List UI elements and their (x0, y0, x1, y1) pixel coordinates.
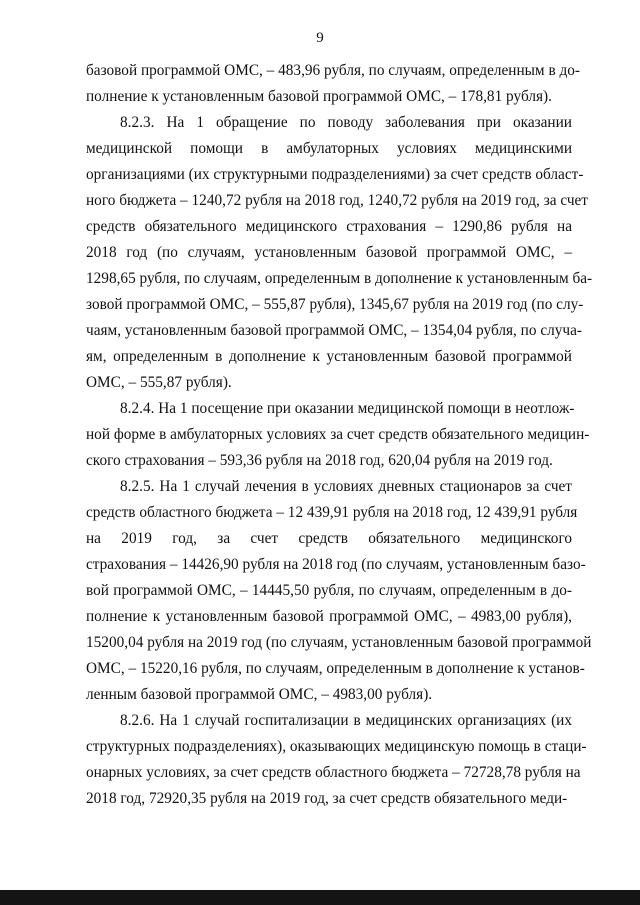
paragraph-8-2-3 (86, 110, 593, 396)
text-line: 8.2.4. На 1 посещение при оказании медицинской помощи в неотлож- (120, 400, 575, 417)
text-line: онарных условиях, за счет средств областного бюджета – 72728,78 рубля на (86, 764, 581, 781)
text-line: организациями (их структурными подразделениями) за счет средств област- (86, 166, 584, 183)
paragraph-8-2-4 (86, 396, 590, 474)
text-line: ной форме в амбулаторных условиях за счет средств обязательного медицин- (86, 426, 590, 443)
text-line: на 2019 год, за счет средств обязательного медицинского (86, 530, 572, 547)
text-line: 8.2.6. На 1 случай госпитализации в медицинских организациях (их (120, 712, 572, 729)
text-line: ского страхования – 593,36 рубля на 2018 год, 620,04 рубля на 2019 год. (86, 452, 553, 469)
page-number: 9 (316, 30, 324, 46)
text-line: 2018 год (по случаям, установленным базовой программой ОМС, – (86, 244, 572, 261)
text-line: ОМС, – 555,87 рубля). (86, 374, 232, 391)
document-body (86, 58, 593, 812)
text-line: ОМС, – 15220,16 рубля, по случаям, определенным в дополнение к установ- (86, 660, 585, 677)
text-line: ям, определенным в дополнение к установленным базовой программой (86, 348, 572, 365)
text-line: 15200,04 рубля на 2019 год (по случаям, установленным базовой программой (86, 634, 592, 651)
paragraph-8-2-6 (86, 708, 587, 812)
text-line: чаям, установленным базовой программой ОМС, – 1354,04 рубля, по случа- (86, 322, 582, 339)
text-line: полнение к установленным базовой программой ОМС, – 4983,00 рубля), (86, 608, 572, 625)
paragraph-8-2-5 (86, 474, 592, 708)
text-line: ленным базовой программой ОМС, – 4983,00 рубля). (86, 686, 433, 703)
text-line: 2018 год, 72920,35 рубля на 2019 год, за счет средств обязательного меди- (86, 790, 568, 807)
text-line: базовой программой ОМС, – 483,96 рубля, по случаям, определенным в до- (86, 62, 581, 79)
text-line: структурных подразделениях), оказывающих медицинскую помощь в стаци- (86, 738, 587, 755)
scan-bottom-edge (0, 890, 640, 905)
text-line: 1298,65 рубля, по случаям, определенным в дополнение к установленным ба- (86, 270, 593, 287)
text-line: вой программой ОМС, – 14445,50 рубля, по случаям, определенным в до- (86, 582, 572, 599)
text-line: страхования – 14426,90 рубля на 2018 год (по случаям, установленным базо- (86, 556, 586, 573)
text-line: средств обязательного медицинского страхования – 1290,86 рубля на (86, 218, 572, 235)
text-line: ного бюджета – 1240,72 рубля на 2018 год, 1240,72 рубля на 2019 год, за счет (86, 192, 588, 209)
text-line: зовой программой ОМС, – 555,87 рубля), 1345,67 рубля на 2019 год (по слу- (86, 296, 584, 313)
text-line: 8.2.3. На 1 обращение по поводу заболевания при оказании (120, 114, 572, 131)
text-line: полнение к установленным базовой программой ОМС, – 178,81 рубля). (86, 88, 552, 105)
text-line: средств областного бюджета – 12 439,91 рубля на 2018 год, 12 439,91 рубля (86, 504, 578, 521)
text-line: 8.2.5. На 1 случай лечения в условиях дневных стационаров за счет (120, 478, 572, 495)
text-line: медицинской помощи в амбулаторных условиях медицинскими (86, 140, 572, 157)
paragraph-continuation (86, 58, 581, 110)
